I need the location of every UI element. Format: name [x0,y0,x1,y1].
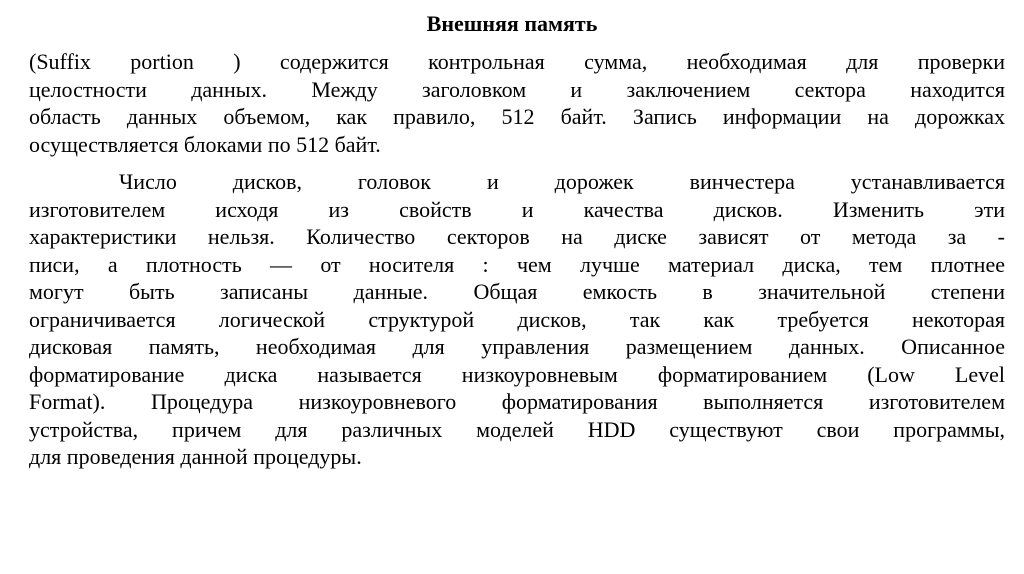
paragraph-line: форматирование диска называется низкоуровневым форматированием (Low Level [29,361,1005,387]
paragraph-line: Число дисков, головок и дорожек винчестера устанавливается [119,169,1005,194]
paragraph-line: ограничивается логической структурой дисков, так как требуется некоторая [29,306,1005,332]
body-text [29,48,1005,471]
paragraph-line: изготовителем исходя из свойств и качества дисков. Изменить эти [29,196,1005,222]
paragraph-line: (Suffix portion ) содержится контрольная сумма, необходимая для проверки [29,49,1005,74]
paragraph-line: дисковая память, необходимая для управления размещением данных. Описанное [29,334,1005,359]
paragraph-line: область данных объемом, как правило, 512 байт. Запись информации на дорожках [29,104,1005,129]
paragraph-line: Format). Процедура низкоуровневого форматирования выполняется изготовителем [29,389,1005,414]
paragraph-line: осуществляется блоками по 512 байт. [29,131,381,157]
paragraph-line: писи, а плотность — от носителя : чем лучше материал диска, тем плотнее [29,251,1005,277]
paragraph-line: целостности данных. Между заголовком и заключением сектора находится [29,76,1005,102]
paragraph-disk-characteristics [29,168,1005,471]
page-title: Внешняя память [426,11,598,36]
paragraph-suffix-portion [29,48,1005,158]
paragraph-line: могут быть записаны данные. Общая емкость в значительной степени [29,279,1005,304]
paragraph-line: устройства, причем для различных моделей HDD существуют свои программы, [29,416,1005,442]
paragraph-line: для проведения данной процедуры. [29,444,362,469]
paragraph-line: характеристики нельзя. Количество секторов на диске зависят от метода за - [29,224,1005,249]
